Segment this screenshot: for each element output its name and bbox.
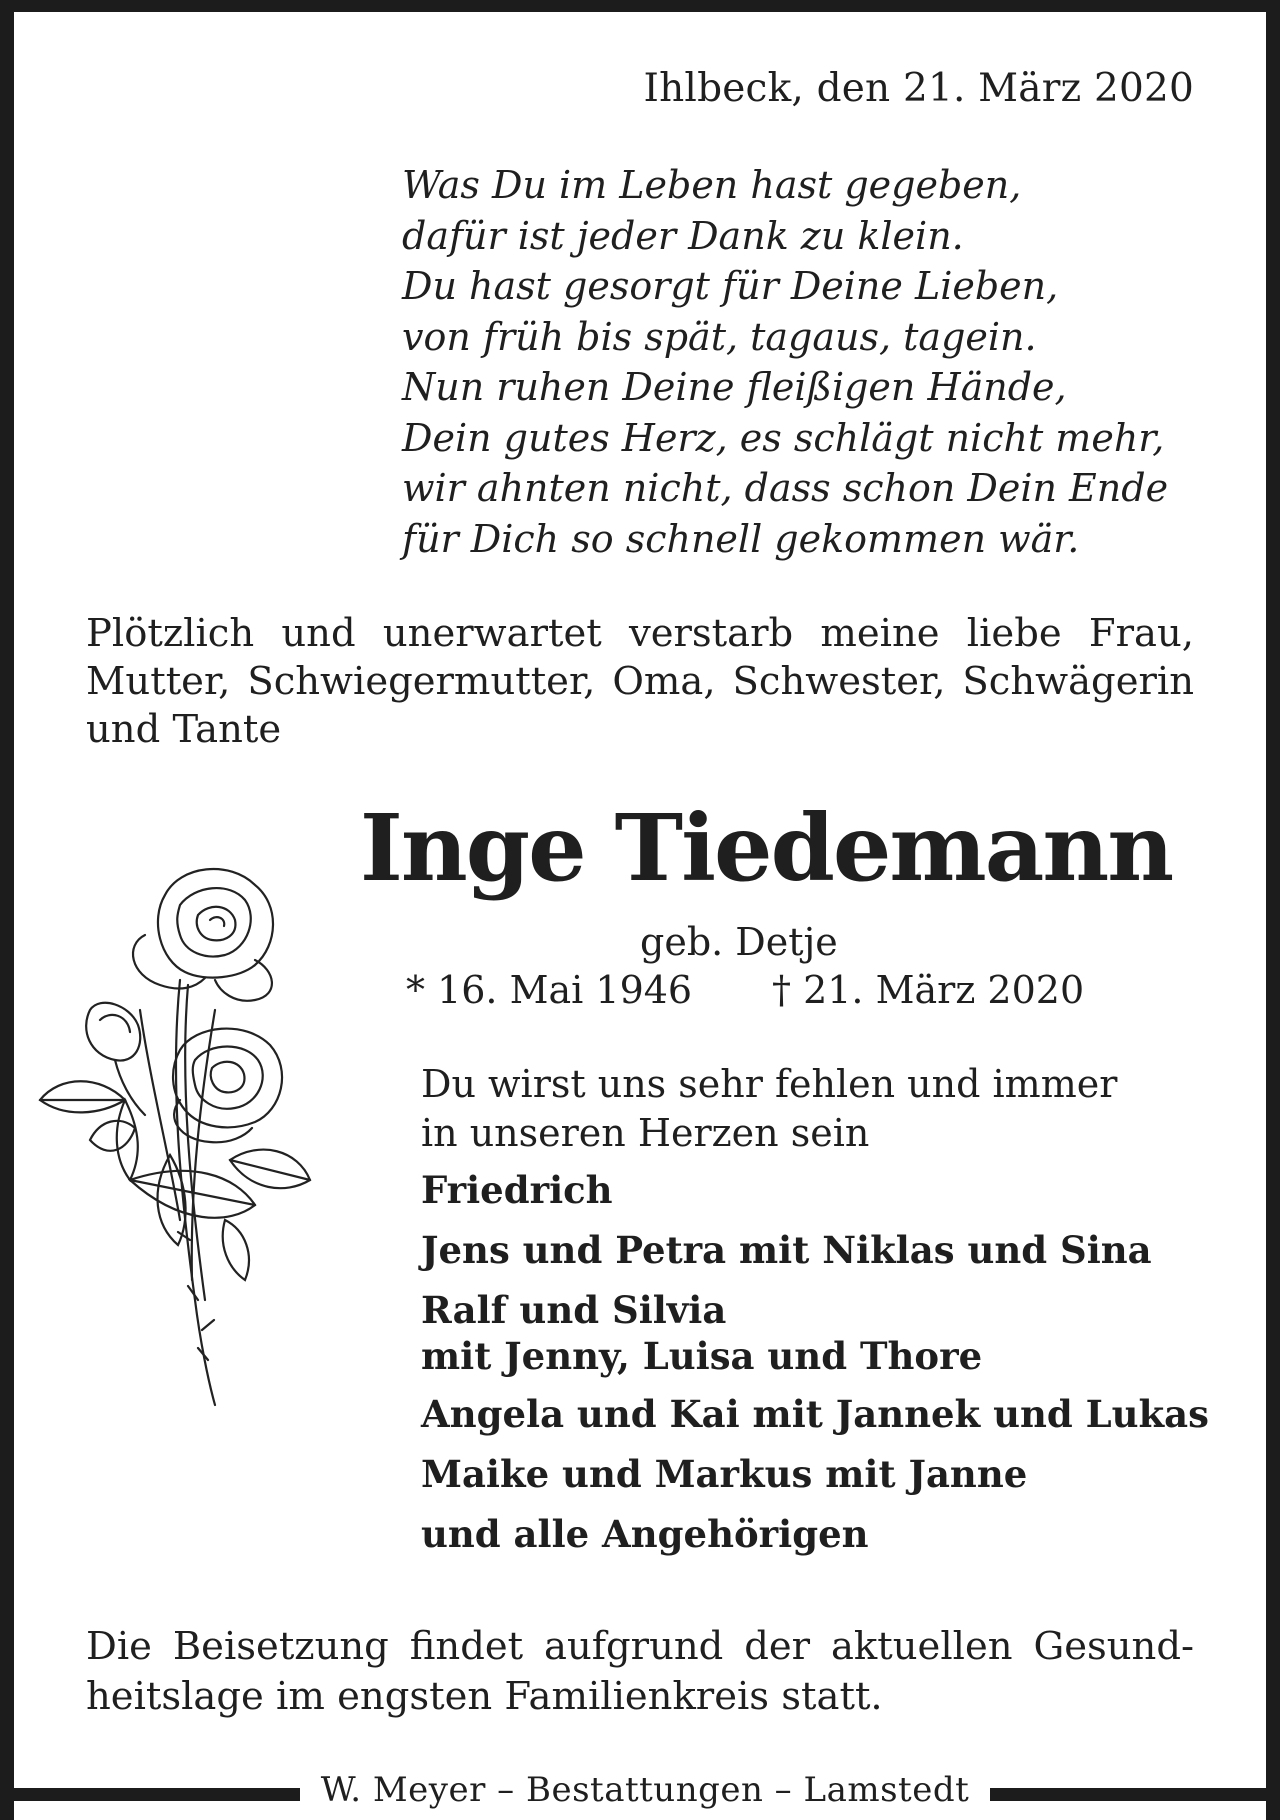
burial-notice bbox=[86, 1622, 1194, 1722]
poem-line: Was Du im Leben hast gegeben, bbox=[402, 163, 1022, 207]
poem-line: von früh bis spät, tagaus, tagein. bbox=[402, 314, 1037, 359]
burial-line: heitslage im engsten Familienkreis statt. bbox=[86, 1674, 883, 1719]
mourner: Friedrich bbox=[421, 1168, 613, 1212]
poem-line: für Dich so schnell gekommen wär. bbox=[402, 516, 1080, 561]
poem-line: Du hast gesorgt für Deine Lieben, bbox=[402, 264, 1059, 308]
poem-line: dafür ist jeder Dank zu klein. bbox=[402, 213, 964, 258]
death-announcement bbox=[86, 610, 1194, 754]
undertaker-credit: W. Meyer – Bestattungen – Lamstedt bbox=[320, 1770, 970, 1810]
farewell-line: in unseren Herzen sein bbox=[421, 1111, 870, 1155]
roses-drawing-icon bbox=[30, 860, 320, 1420]
poem-line: Dein gutes Herz, es schlägt nicht mehr, bbox=[402, 415, 1165, 460]
mourner: mit Jenny, Luisa und Thore bbox=[421, 1334, 983, 1378]
farewell-text bbox=[421, 1060, 1117, 1158]
farewell-line: Du wirst uns sehr fehlen und immer bbox=[421, 1062, 1118, 1106]
mourner: und alle Angehörigen bbox=[421, 1512, 869, 1556]
maiden-name: geb. Detje bbox=[640, 920, 838, 964]
announcement-line: Plötzlich und unerwartet verstarb meine liebe Frau, bbox=[86, 611, 1194, 656]
poem-line: wir ahnten nicht, dass schon Dein Ende bbox=[402, 466, 1169, 510]
announcement-line: und Tante bbox=[86, 707, 282, 752]
poem-line: Nun ruhen Deine fleißigen Hände, bbox=[402, 365, 1067, 409]
announcement-line: Mutter, Schwiegermutter, Oma, Schwester, Schwägerin bbox=[86, 659, 1194, 704]
burial-line: Die Beisetzung findet aufgrund der aktuellen Gesund- bbox=[86, 1624, 1194, 1669]
deceased-name: Inge Tiedemann bbox=[359, 794, 1173, 902]
life-dates bbox=[406, 968, 1084, 1012]
mourner: Maike und Markus mit Janne bbox=[421, 1452, 1028, 1496]
footer-rule-right bbox=[990, 1788, 1280, 1801]
poem bbox=[402, 160, 1212, 564]
place-date: Ihlbeck, den 21. März 2020 bbox=[643, 66, 1194, 111]
footer-rule-left bbox=[0, 1788, 300, 1801]
mourner: Angela und Kai mit Jannek und Lukas bbox=[421, 1392, 1209, 1436]
mourners-list bbox=[421, 1168, 1209, 1572]
mourner: Jens und Petra mit Niklas und Sina bbox=[421, 1228, 1152, 1272]
death-date: † 21. März 2020 bbox=[772, 968, 1085, 1012]
mourner: Ralf und Silvia bbox=[421, 1288, 727, 1332]
birth-date: * 16. Mai 1946 bbox=[406, 968, 693, 1012]
